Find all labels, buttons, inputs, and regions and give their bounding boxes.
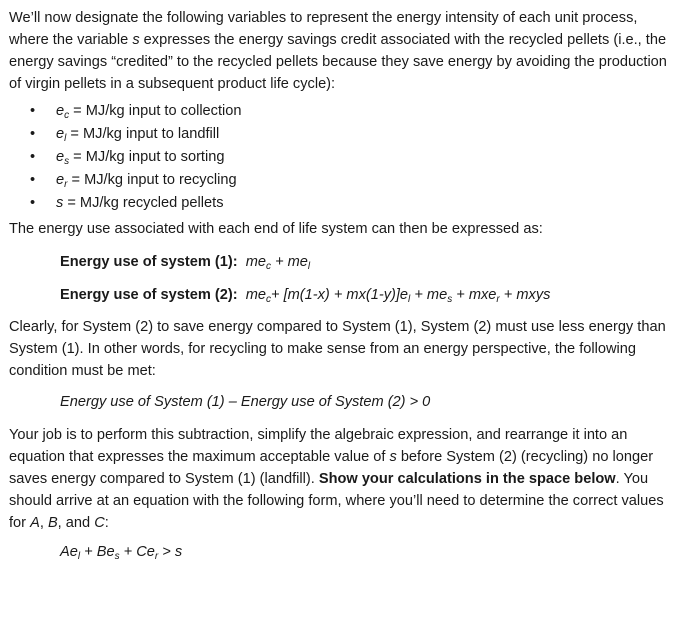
list-item: • $e_l = MJ/kg$ input to landfill xyxy=(0,123,400,146)
clearly-paragraph: Clearly, for System (2) to save energy compared to System (1), System (2) must use less energy than System (1). In other words, for recycling to make sense from an energy perspective, the following condition must be met: xyxy=(9,319,666,379)
bullet-icon: • xyxy=(30,103,36,119)
list-item: • $e_s = MJ/kg$ input to sorting xyxy=(0,146,400,169)
list-item: • $e_c = MJ/kg$ input to collection xyxy=(0,100,400,123)
variable-s: s xyxy=(132,32,140,48)
final-equation: $Ae_l + Be_s + Ce_r > s$ xyxy=(60,544,183,562)
bullet-icon: • xyxy=(30,149,36,165)
energy-use-intro: The energy use associated with each end of life system can then be expressed as: xyxy=(9,221,543,237)
bullet-icon: • xyxy=(30,126,36,142)
condition-equation: Energy use of System (1) – Energy use of System (2) > 0 xyxy=(60,394,431,410)
job-paragraph: Your job is to perform this subtraction, simplify the algebraic expression, and rearrange it into an equation that expresses the maximum acceptable value of s before System (2) (recycling) no longer saves energy compared to System (1) (landfill). Show your calculations in the space below. You should arrive at an equation with the following form, where you’ll need to determine the correct values for A, B, and C: xyxy=(9,427,664,531)
system2-equation: Energy use of system (2): $me_c+ [m(1-x) + mx(1-y)]e_l + me_s + mxe_r$ + mxys xyxy=(60,287,551,305)
intro-paragraph: We’ll now designate the following variables to represent the energy intensity of each unit process, where the variable s expresses the energy savings credit associated with the recycled pellets (i.e., the energy savings “credited” to the recycled pellets because they save energy by avoiding the production of virgin pellets in a subsequent product life cycle): xyxy=(9,10,667,92)
bold-instruction: Show your calculations in the space below xyxy=(318,471,616,487)
bullet-icon: • xyxy=(30,195,36,211)
list-item: • $e_r = MJ/kg$ input to recycling xyxy=(0,169,400,192)
bullet-icon: • xyxy=(30,172,36,188)
list-item: • s = MJ/kg recycled pellets xyxy=(0,192,400,215)
variable-list xyxy=(0,100,400,215)
system1-equation: Energy use of system (1): $me_c + me_l$ xyxy=(60,254,311,272)
